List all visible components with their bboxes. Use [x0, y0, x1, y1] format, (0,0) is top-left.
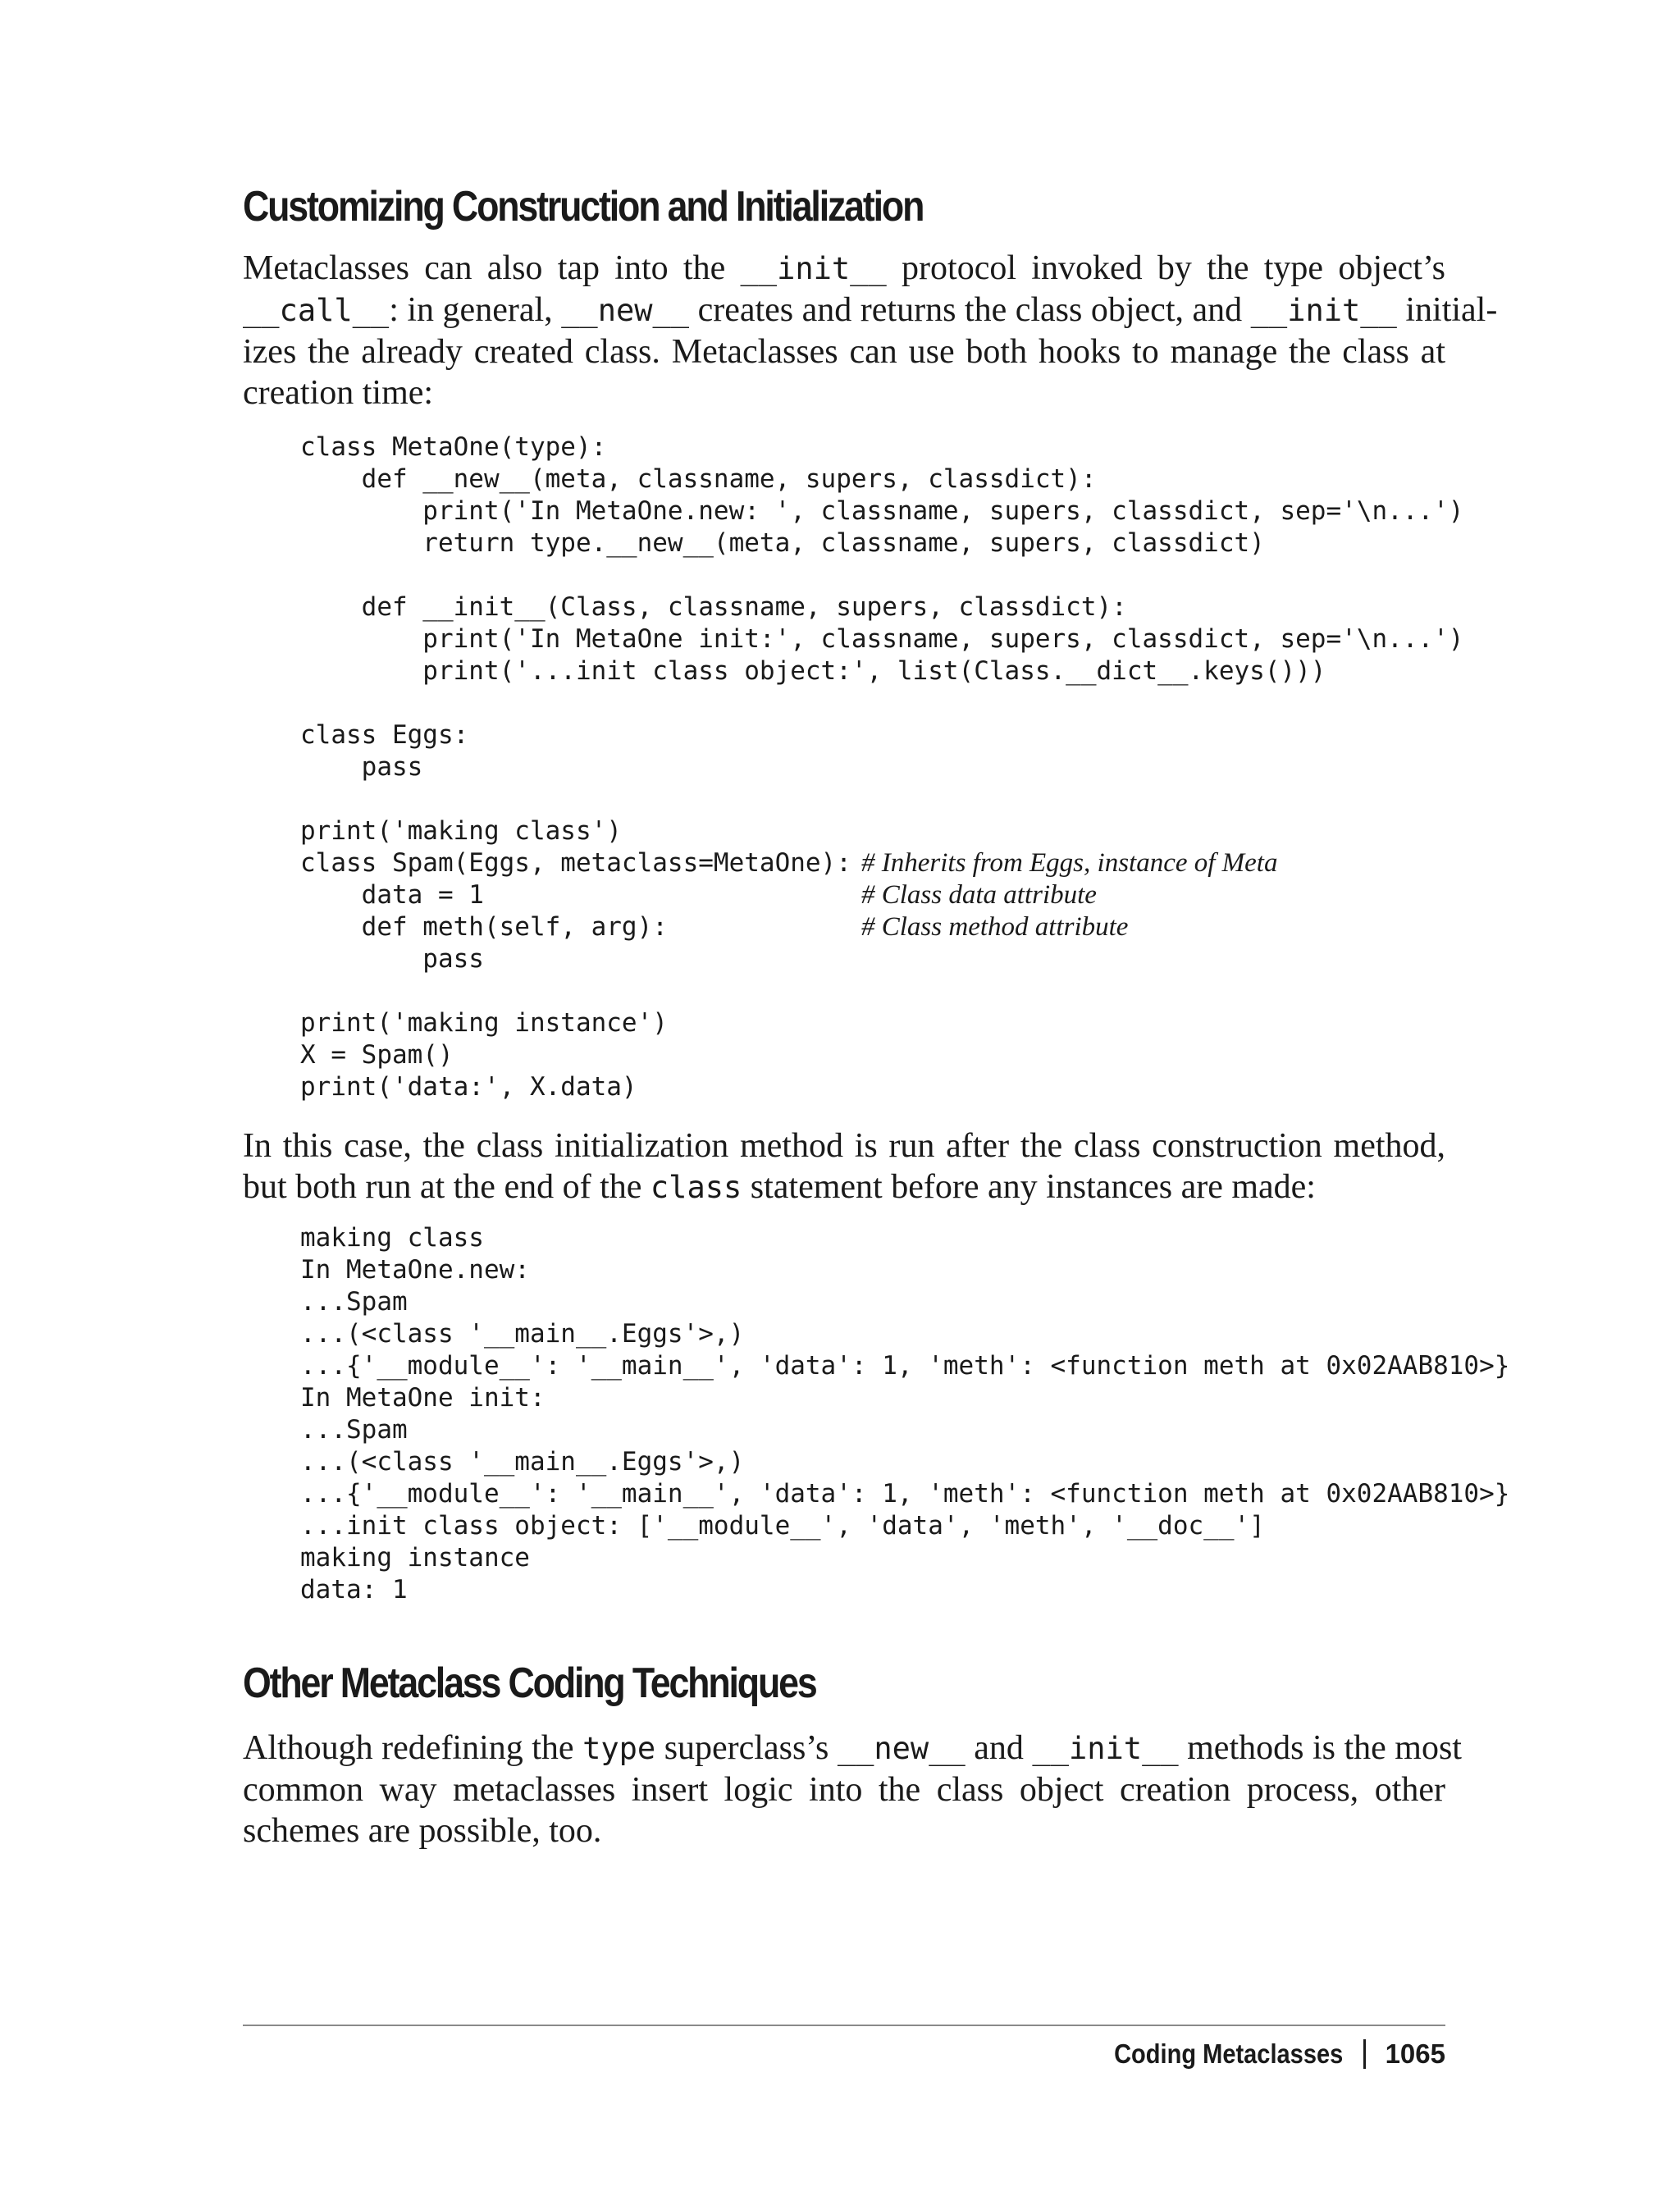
output-line: ...{'__module__': '__main__', 'data': 1, 'meth': <function meth at 0x02AAB810>} [300, 1351, 1510, 1381]
section-heading: Customizing Construction and Initialization [243, 183, 924, 231]
code-line [300, 815, 1463, 847]
code-line [300, 431, 1463, 463]
code-line [300, 559, 1463, 591]
code-comment: # Class data attribute [861, 880, 1097, 910]
code-line [300, 719, 1463, 751]
paragraph-line: In this case, the class initialization method is run after the class construction method, [243, 1127, 1445, 1165]
output-line: data: 1 [300, 1575, 408, 1605]
code-text: X = Spam() [300, 1040, 454, 1070]
output-line: ...{'__module__': '__main__', 'data': 1, 'meth': <function meth at 0x02AAB810>} [300, 1479, 1510, 1509]
code-comment: # Class method attribute [861, 912, 1129, 942]
code-line [300, 527, 1463, 559]
inline-code: __init__ [740, 251, 887, 286]
code-text: print('data:', X.data) [300, 1072, 637, 1102]
code-text: def __init__(Class, classname, supers, classdict): [300, 592, 1127, 622]
output-line: ...init class object: ['__module__', 'data', 'meth', '__doc__'] [300, 1511, 1265, 1541]
paragraph-line: common way metaclasses insert logic into the class object creation process, other [243, 1771, 1445, 1809]
code-line [300, 847, 1463, 879]
footer-separator [1363, 2039, 1366, 2069]
techniques-paragraph [243, 1728, 1462, 1851]
code-text: def meth(self, arg): [300, 912, 668, 942]
code-text: return type.__new__(meta, classname, supers, classdict) [300, 528, 1265, 558]
code-text: def __new__(meta, classname, supers, classdict): [300, 464, 1097, 494]
inline-code: __call__ [243, 293, 390, 328]
paragraph-line [243, 1728, 1462, 1769]
program-output [300, 1222, 1509, 1606]
code-line [300, 943, 1463, 975]
code-line [300, 463, 1463, 495]
code-text: data = 1 [300, 880, 484, 910]
code-text: class Spam(Eggs, metaclass=MetaOne): [300, 848, 851, 878]
code-line [300, 591, 1463, 623]
code-line [300, 751, 1463, 783]
text-run: but both run at the end of the [243, 1168, 651, 1206]
code-line [300, 655, 1463, 687]
inline-code: __new__ [837, 1731, 966, 1766]
output-line: In MetaOne init: [300, 1383, 546, 1413]
output-line: In MetaOne.new: [300, 1255, 530, 1285]
text-run: and [965, 1729, 1033, 1767]
text-run: : in general, [389, 291, 562, 329]
code-text: pass [300, 944, 484, 974]
output-line: ...Spam [300, 1287, 408, 1317]
inline-code: __init__ [1250, 293, 1397, 328]
code-text: print('In MetaOne.new: ', classname, supers, classdict, sep='\n...') [300, 496, 1464, 526]
code-text: class Eggs: [300, 720, 469, 750]
output-line: making class [300, 1223, 484, 1253]
code-comment: # Inherits from Eggs, instance of Meta [861, 848, 1278, 878]
code-text: class MetaOne(type): [300, 432, 607, 462]
code-line [300, 1071, 1463, 1103]
code-line [300, 975, 1463, 1007]
output-line: ...Spam [300, 1415, 408, 1445]
code-line [300, 911, 1463, 943]
code-text: print('making instance') [300, 1008, 668, 1038]
inline-code: class [650, 1170, 742, 1205]
code-text: print('In MetaOne init:', classname, supers, classdict, sep='\n...') [300, 624, 1464, 654]
code-line [300, 623, 1463, 655]
code-line [300, 1007, 1463, 1039]
inline-code: __new__ [561, 293, 690, 328]
paragraph-line [243, 1166, 1445, 1208]
text-run: Although redefining the [243, 1729, 583, 1767]
inline-code: __init__ [1032, 1731, 1179, 1766]
output-line: ...(<class '__main__.Eggs'>,) [300, 1319, 745, 1349]
text-run: superclass’s [655, 1729, 838, 1767]
text-run: initial- [1396, 291, 1498, 329]
footer-divider [243, 2025, 1445, 2026]
paragraph-line: schemes are possible, too. [243, 1812, 602, 1850]
section-heading: Other Metaclass Coding Techniques [243, 1659, 816, 1707]
code-line [300, 1039, 1463, 1071]
explanation-paragraph [243, 1125, 1445, 1208]
output-line: making instance [300, 1543, 530, 1573]
text-run: methods is the most [1178, 1729, 1462, 1767]
inline-code: type [582, 1731, 656, 1766]
code-line [300, 783, 1463, 815]
page-number: 1065 [1385, 2038, 1445, 2069]
paragraph-line: creation time: [243, 374, 434, 412]
paragraph-line [243, 248, 1445, 290]
page-footer [1083, 2036, 1445, 2072]
paragraph-line [243, 290, 1498, 331]
code-line [300, 879, 1463, 911]
code-text: pass [300, 752, 423, 782]
output-line: ...(<class '__main__.Eggs'>,) [300, 1447, 745, 1477]
paragraph-line: izes the already created class. Metaclasses can use both hooks to manage the class at [243, 333, 1445, 371]
code-listing [300, 431, 1463, 1103]
text-run: protocol invoked by the type object’s [886, 249, 1445, 287]
code-text: print('...init class object:', list(Class.__dict__.keys())) [300, 656, 1326, 686]
text-run: statement before any instances are made: [742, 1168, 1316, 1206]
text-run: Metaclasses can also tap into the [243, 249, 741, 287]
code-text: print('making class') [300, 816, 622, 846]
code-line [300, 687, 1463, 719]
text-run: creates and returns the class object, and [689, 291, 1251, 329]
code-line [300, 495, 1463, 527]
intro-paragraph [243, 248, 1498, 413]
running-chapter-title: Coding Metaclasses [1114, 2038, 1344, 2069]
